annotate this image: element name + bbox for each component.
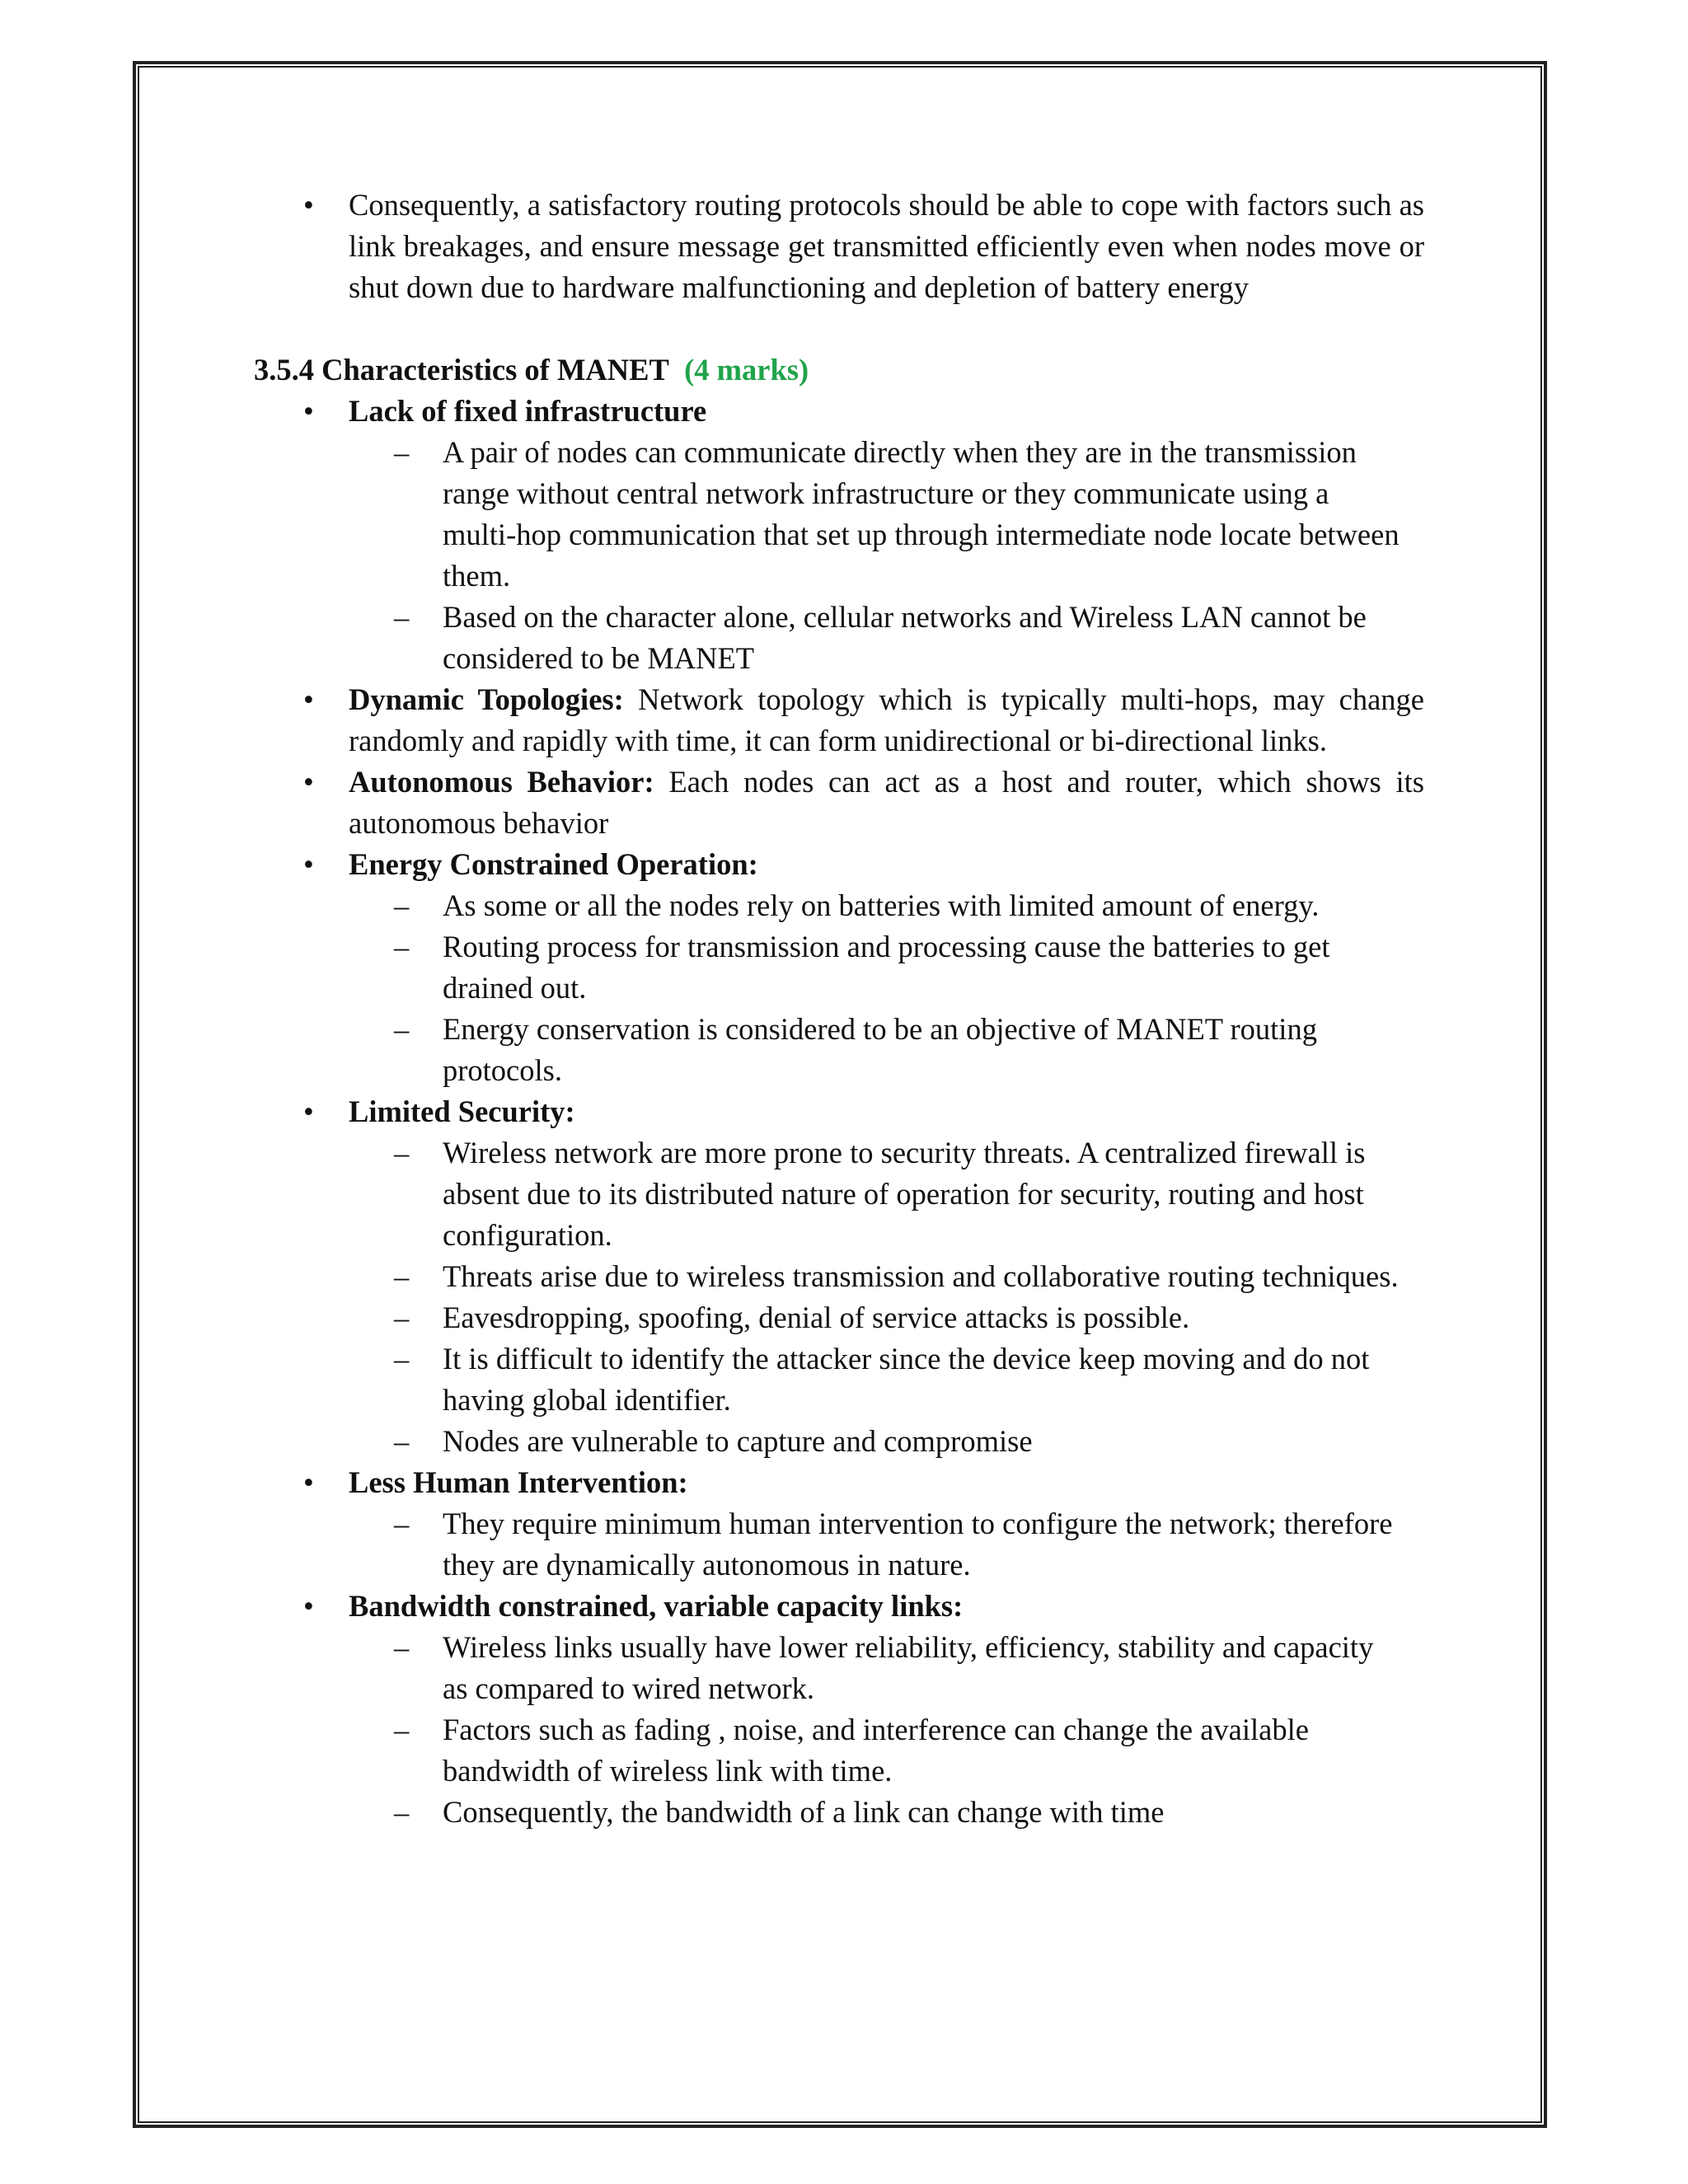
bullet-title: Less Human Intervention: [349,1465,688,1499]
sub-item-text: Wireless links usually have lower reliability, efficiency, stability and capacity as compared to wired network. [443,1630,1374,1705]
section-heading [254,349,1424,391]
dash-marker: – [394,1713,410,1746]
dash-marker: – [394,888,410,922]
intro-bullet [254,185,1424,308]
dash-marker: – [394,1012,410,1046]
dash-marker: – [394,1424,410,1458]
dash-marker: – [394,1630,410,1664]
sub-item-text: A pair of nodes can communicate directly when they are in the transmission range without central network infrastructure or they communicate using a multi-hop communication that set up through intermediate node locate between them. [443,435,1400,593]
sub-item [254,885,1424,926]
sub-item [254,1792,1424,1833]
sub-item-text: Energy conservation is considered to be an objective of MANET routing protocols. [443,1012,1317,1087]
sub-item [254,1627,1424,1709]
sub-item [254,1338,1424,1421]
sub-item-text: Threats arise due to wireless transmission and collaborative routing techniques. [443,1259,1399,1293]
dash-marker: – [394,1342,410,1376]
bullet-title: Lack of fixed infrastructure [349,394,707,428]
bullet-less-human-intervention [254,1462,1424,1503]
sub-item-text: Routing process for transmission and processing cause the batteries to get drained out. [443,930,1330,1005]
bullet-marker: • [303,1465,314,1499]
sub-item-text: Based on the character alone, cellular networks and Wireless LAN cannot be considered to be MANET [443,600,1367,675]
sub-item-text: Factors such as fading , noise, and interference can change the available bandwidth of wireless link with time. [443,1713,1309,1788]
bullet-marker: • [303,394,314,428]
sub-item-text: They require minimum human intervention to configure the network; therefore they are dynamically autonomous in nature. [443,1507,1393,1582]
sub-item-text: Eavesdropping, spoofing, denial of service attacks is possible. [443,1301,1190,1334]
sub-item-text: Wireless network are more prone to security threats. A centralized firewall is absent due to its distributed nature of operation for security, routing and host configuration. [443,1136,1366,1252]
bullet-marker: • [303,847,314,881]
sub-item-text: It is difficult to identify the attacker since the device keep moving and do not having global identifier. [443,1342,1370,1417]
bullet-title: Energy Constrained Operation: [349,847,758,881]
dash-marker: – [394,600,410,634]
bullet-marker: • [303,188,314,222]
bullet-marker: • [303,765,314,799]
sub-item [254,432,1424,597]
bullet-title: Dynamic Topologies: [349,682,624,716]
bullet-text: Network topology which is typically multi-hops, may change randomly and rapidly with time, it can form unidirectional or bi-directional links. [349,682,1424,757]
intro-text: Consequently, a satisfactory routing protocols should be able to cope with factors such as link breakages, and ensure message get transmitted efficiently even when nodes move or shut down due to hardware malfunctioning and depletion of battery energy [349,188,1424,304]
bullet-title: Bandwidth constrained, variable capacity links: [349,1589,964,1623]
sub-item [254,1503,1424,1586]
bullet-marker: • [303,1589,314,1623]
sub-item [254,1132,1424,1256]
sub-item [254,1709,1424,1792]
sub-item [254,926,1424,1009]
sub-item [254,597,1424,679]
bullet-dynamic-topologies [254,679,1424,762]
sub-item [254,1009,1424,1091]
bullet-marker: • [303,682,314,716]
bullet-autonomous-behavior [254,762,1424,844]
sub-item-text: Nodes are vulnerable to capture and compromise [443,1424,1033,1458]
bullet-marker: • [303,1094,314,1128]
sub-item-text: Consequently, the bandwidth of a link can change with time [443,1795,1165,1829]
document-body [254,185,1424,1833]
bullet-text: Each nodes can act as a host and router, which shows its autonomous behavior [349,765,1425,840]
bullet-limited-security [254,1091,1424,1132]
bullet-fixed-infrastructure [254,391,1424,432]
sub-item [254,1256,1424,1297]
sub-item [254,1297,1424,1338]
dash-marker: – [394,1507,410,1540]
bullet-title: Autonomous Behavior: [349,765,654,799]
dash-marker: – [394,930,410,963]
dash-marker: – [394,1795,410,1829]
dash-marker: – [394,1301,410,1334]
dash-marker: – [394,1136,410,1169]
sub-item-text: As some or all the nodes rely on batteries with limited amount of energy. [443,888,1320,922]
bullet-bandwidth-constrained [254,1586,1424,1627]
bullet-energy-constrained [254,844,1424,885]
dash-marker: – [394,435,410,469]
section-title: 3.5.4 Characteristics of MANET [254,353,669,387]
dash-marker: – [394,1259,410,1293]
bullet-title: Limited Security: [349,1094,575,1128]
section-marks: (4 marks) [684,353,809,387]
sub-item [254,1421,1424,1462]
